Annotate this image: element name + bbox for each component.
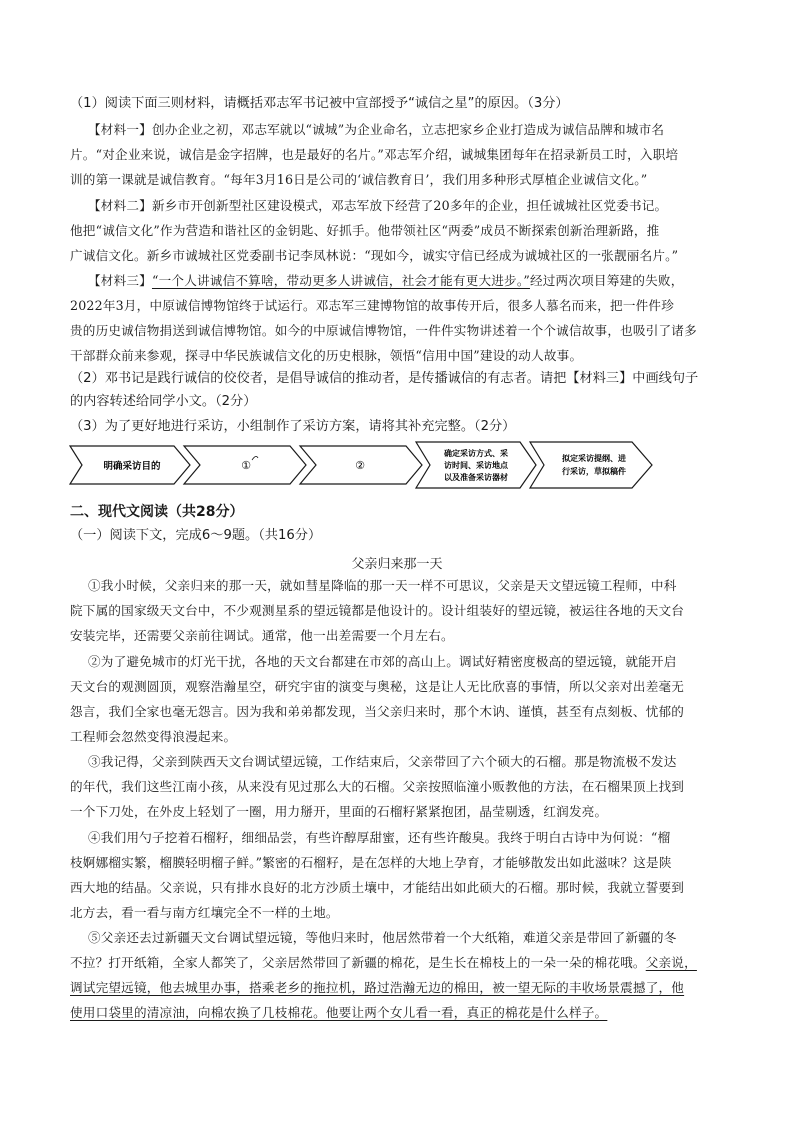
article-p4-line1: ④我们用勺子挖着石榴籽，细细品尝，有些许醇厚甜蜜，还有些许酸臭。我终于明白古诗中为何说：“榴 bbox=[88, 830, 671, 845]
q3-prompt: （3）为了更好地进行采访，小组制作了采访方案，请将其补充完整。（2分） bbox=[70, 419, 516, 434]
flow-step-1-label: 明确采访目的 bbox=[103, 461, 161, 472]
material3-line1 bbox=[88, 272, 730, 290]
flow-step-3-label: ② bbox=[355, 459, 365, 472]
article-p4-line3: 西大地的结晶。父亲说，只有排水良好的北方沙质土壤中，才能结出如此硕大的石榴。那时候，我就立誓要到 bbox=[70, 880, 685, 895]
article-p5-line1: ⑤父亲还去过新疆天文台调试望远镜，等他归来时，他居然带着一个大纸箱，难道父亲是带回了新疆的冬 bbox=[88, 930, 677, 945]
article-p3-line3: 一个下刀处，在外皮上轻划了一圈，用力掰开，里面的石榴籽紧紧抱团，晶莹剔透，红润发亮。 bbox=[70, 804, 608, 819]
q2-prompt-line2: 的内容转述给同学小文。（2分） bbox=[70, 394, 257, 409]
material1-line3: 训的第一课就是诚信教育。“每年3月16日是公司的‘诚信教育日’，我们用多种形式厚植企业诚信文化。” bbox=[70, 172, 648, 187]
article-p1-line3: 安装完毕，还需要父亲前往调试。通常，他一出差需要一个月左右。 bbox=[70, 628, 454, 643]
article-p5-line3-underlined: 调试完望远镜，他去城里办事，搭乘老乡的拖拉机，路过浩瀚无边的棉田，被一望无际的丰收场景震撼了，他 bbox=[70, 980, 685, 995]
flow-step-4-label-line1: 确定采访方式、采 bbox=[444, 449, 508, 458]
material3-line4: 干部群众前来参观，探寻中华民族诚信文化的历史根脉，领悟“信用中国”建设的动人故事。 bbox=[70, 348, 583, 363]
article-p5-line4-underlined: 使用口袋里的清凉油，向棉农换了几枝棉花。他要让两个女儿看一看，真正的棉花是什么样子。 bbox=[70, 1005, 608, 1020]
section2-heading: 二、现代文阅读（共28分） bbox=[70, 504, 244, 520]
q2-prompt-line1: （2）邓书记是践行诚信的佼佼者，是倡导诚信的推动者，是传播诚信的有志者。请把【材料三】中画线句子 bbox=[70, 371, 699, 386]
flow-step-5 bbox=[530, 442, 652, 488]
flow-step-4 bbox=[416, 442, 536, 488]
flow-step-4-label-line3: 以及准备采访器材 bbox=[444, 473, 508, 482]
flow-step-3 bbox=[300, 446, 422, 484]
article-p4-line2: 枝婀娜榴实繁，榴膜轻明榴子鲜。”繁密的石榴籽，是在怎样的大地上孕育，才能够散发出如此滋味？这是陕 bbox=[70, 855, 672, 870]
flow-step-5-label-line2: 行采访，草拟稿件 bbox=[562, 467, 626, 476]
material2-line1: 【材料二】新乡市开创新型社区建设模式，邓志军放下经营了20多年的企业，担任诚城社区党委书记。 bbox=[88, 198, 668, 213]
flow-step-2-label: ① bbox=[241, 459, 251, 472]
material3-line3: 贵的历史诚信物捐送到诚信博物馆。如今的中原诚信博物馆，一件件实物讲述着一个个诚信故事，也吸引了诸多 bbox=[70, 323, 697, 338]
article-title: 父亲归来那一天 bbox=[351, 557, 443, 572]
article-p2-line4: 工程师会忽然变得浪漫起来。 bbox=[70, 729, 237, 744]
article-p3-line1: ③我记得，父亲到陕西天文台调试望远镜，工作结束后，父亲带回了六个硕大的石榴。那是物流极不发达 bbox=[88, 754, 677, 769]
article-p2-line2: 天文台的观测圆顶，观察浩瀚星空，研究宇宙的演变与奥秘，这是让人无比欣喜的事情，所以父亲对出差毫无 bbox=[70, 679, 685, 694]
article-p2-line3: 怨言，我们全家也毫无怨言。因为我和弟弟都发现，当父亲归来时，那个木讷、谨慎，甚至有点刻板、忧郁的 bbox=[70, 704, 685, 719]
material2-line2: 他把“诚信文化”作为营造和谐社区的金钥匙、好抓手。他带领社区“两委”成员不断探索创新治理新路，推 bbox=[70, 223, 660, 238]
material3-line2: 2022年3月，中原诚信博物馆终于试运行。邓志军三建博物馆的故事传开后，很多人慕名而来，把一件件珍 bbox=[70, 298, 674, 313]
flow-step-4-label-line2: 访时间、采访地点 bbox=[444, 461, 508, 470]
material1-line1: 【材料一】创办企业之初，邓志军就以“诚城”为企业命名，立志把家乡企业打造成为诚信品牌和城市名 bbox=[88, 122, 665, 137]
article-p5-line2 bbox=[70, 954, 730, 972]
material2-line3: 广诚信文化。新乡市诚城社区党委副书记李凤林说：“现如今，诚实守信已经成为诚城社区的一张靓丽名片。” bbox=[70, 248, 679, 263]
flow-step-2 bbox=[184, 446, 306, 484]
material3-line1-rest: 经过两次项目筹建的失败， bbox=[529, 273, 684, 288]
article-p1-line1: ①我小时候，父亲归来的那一天，就如彗星降临的那一天一样不可思议，父亲是天文望远镜工程师，中科 bbox=[88, 578, 677, 593]
article-p5-line2-text: 不拉？打开纸箱，全家人都笑了，父亲居然带回了新疆的棉花，是生长在棉枝上的一朵一朵的棉花哦。 bbox=[70, 955, 646, 970]
flow-step-1 bbox=[70, 446, 190, 484]
article-p2-line1: ②为了避免城市的灯光干扰，各地的天文台都建在市郊的高山上。调试好精密度极高的望远镜，就能开启 bbox=[88, 654, 677, 669]
article-p3-line2: 的年代，我们这些江南小孩，从来没有见过那么大的石榴。父亲按照临潼小贩教他的方法，在石榴果顶上找到 bbox=[70, 779, 685, 794]
material3-underlined-sentence: “一个人讲诚信不算啥，带动更多人讲诚信，社会才能有更大进步。” bbox=[151, 273, 530, 288]
article-p4-line4: 北方去，看一看与南方红壤完全不一样的土地。 bbox=[70, 905, 339, 920]
material1-line2: 片。“对企业来说，诚信是金字招牌，也是最好的名片。”邓志军介绍，诚城集团每年在招录新员工时，入职培 bbox=[70, 147, 679, 162]
section2-subheading: （一）阅读下文，完成6～9题。（共16分） bbox=[70, 528, 322, 543]
flow-step-5-label-line1: 拟定采访提纲、进 bbox=[562, 454, 626, 463]
material3-label: 【材料三】 bbox=[88, 273, 152, 288]
q1-prompt: （1）阅读下面三则材料，请概括邓志军书记被中宣部授予“诚信之星”的原因。（3分） bbox=[70, 96, 569, 111]
interview-flowchart bbox=[68, 436, 658, 492]
article-p5-line2-underlined: 父亲说， bbox=[645, 955, 697, 970]
article-p1-line2: 院下属的国家级天文台中，不少观测星系的望远镜都是他设计的。设计组装好的望远镜，被运往各地的天文台 bbox=[70, 603, 685, 618]
